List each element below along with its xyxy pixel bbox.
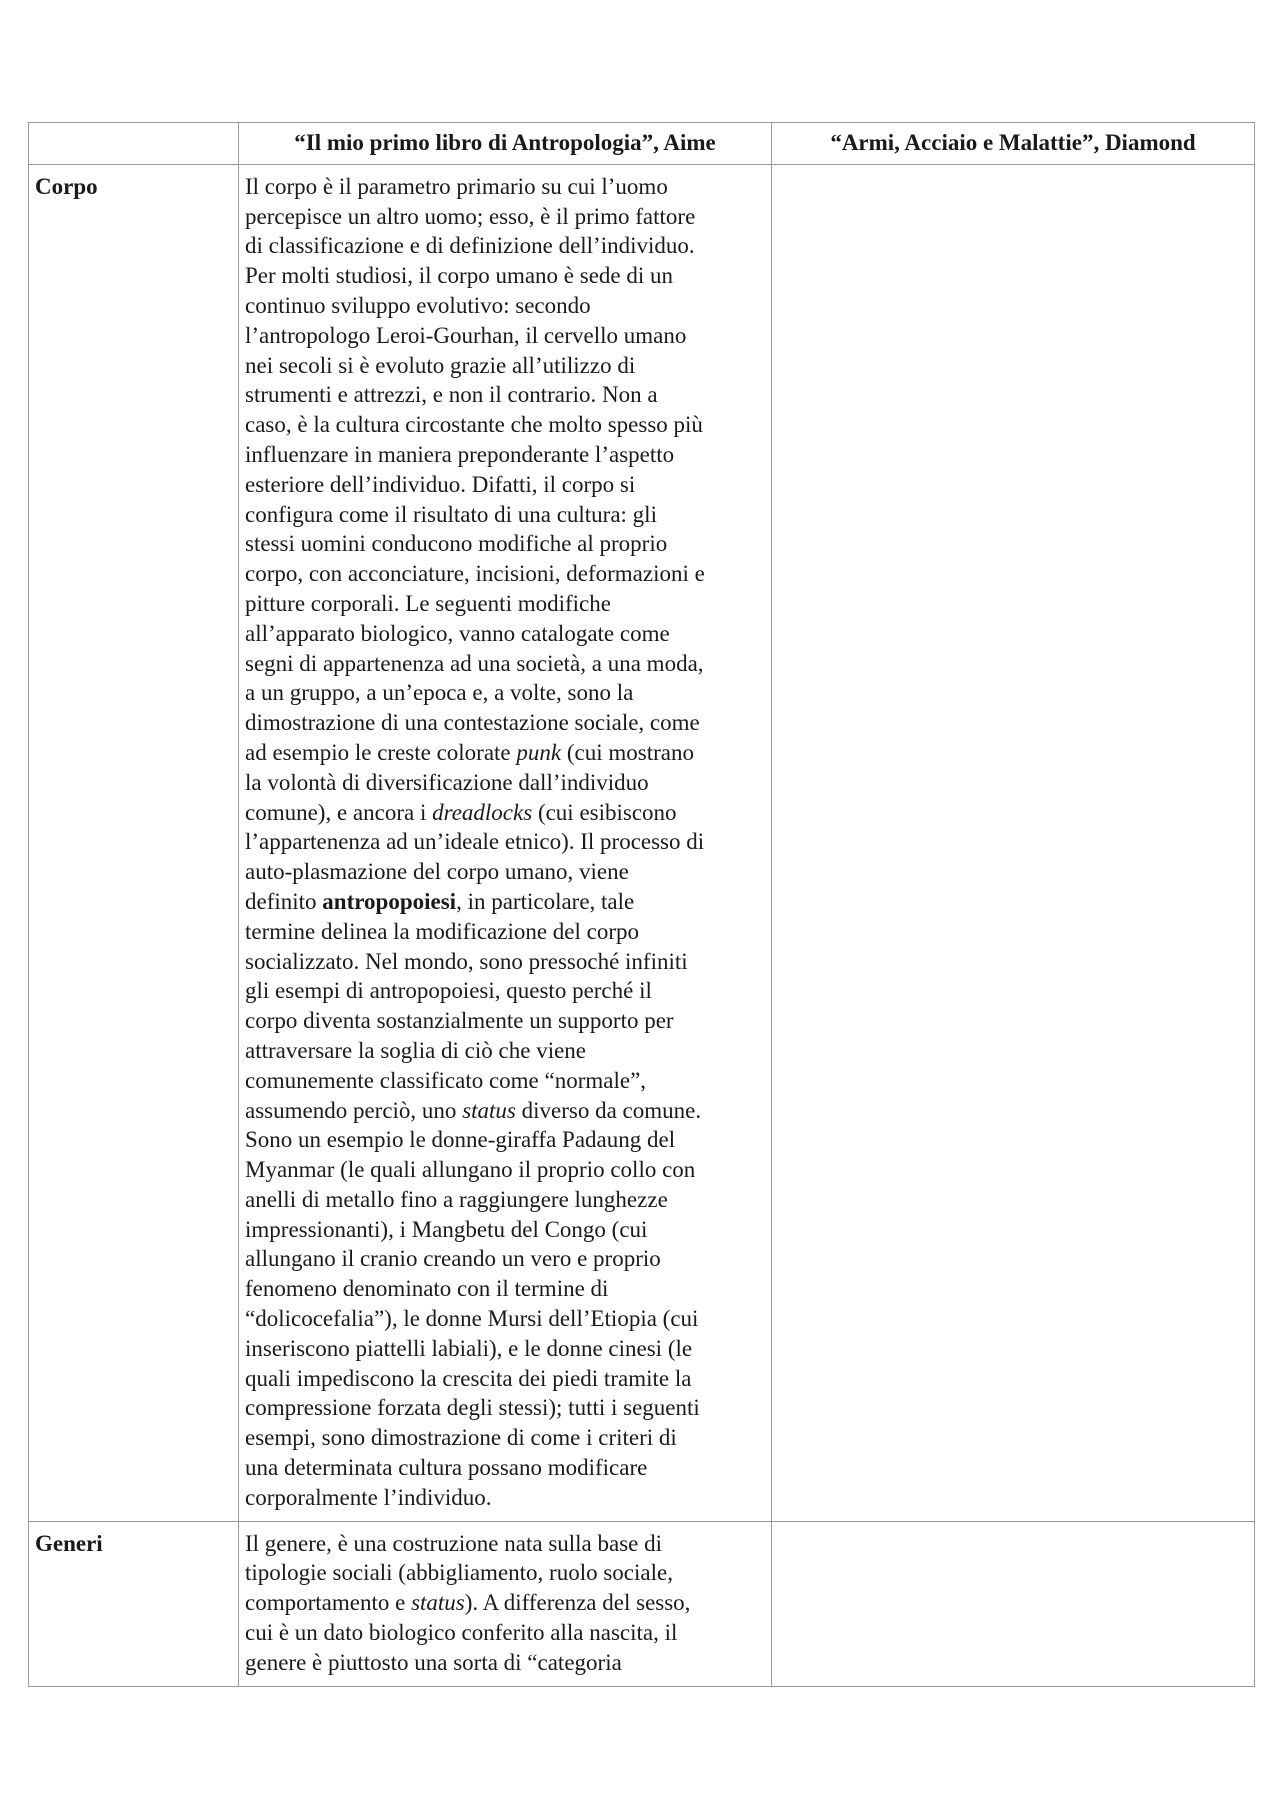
text-line: corpo diventa sostanzialmente un supporto per bbox=[245, 1008, 674, 1034]
text-line: “dolicocefalia”), le donne Mursi dell’Etiopia (cui bbox=[245, 1306, 699, 1332]
text-line: auto-plasmazione del corpo umano, viene bbox=[245, 859, 629, 885]
text-line: Per molti studiosi, il corpo umano è sede di un bbox=[245, 263, 674, 289]
text-line: dimostrazione di una contestazione sociale, come bbox=[245, 710, 700, 736]
text-line: percepisce un altro uomo; esso, è il primo fattore bbox=[245, 203, 696, 229]
aime-cell-corpo bbox=[239, 164, 772, 1521]
text-line: configura come il risultato di una cultura: gli bbox=[245, 501, 657, 527]
text-line: caso, è la cultura circostante che molto spesso più bbox=[245, 412, 703, 438]
table-row bbox=[29, 1521, 1255, 1686]
text-line: allungano il cranio creando un vero e proprio bbox=[245, 1246, 661, 1272]
text-line: l’appartenenza ad un’ideale etnico). Il processo di bbox=[245, 829, 705, 855]
text-line: comportamento e status). A differenza del sesso, bbox=[245, 1590, 691, 1616]
text-line: cui è un dato biologico conferito alla nascita, il bbox=[245, 1620, 678, 1646]
text-line: comunemente classificato come “normale”, bbox=[245, 1067, 647, 1093]
row-label-generi: Generi bbox=[29, 1521, 239, 1686]
diamond-cell-generi bbox=[772, 1521, 1255, 1686]
text-line: Myanmar (le quali allungano il proprio collo con bbox=[245, 1157, 696, 1183]
text-line: corporalmente l’individuo. bbox=[245, 1484, 492, 1510]
text-line: all’apparato biologico, vanno catalogate come bbox=[245, 620, 670, 646]
text-line: quali impediscono la crescita dei piedi tramite la bbox=[245, 1365, 692, 1391]
italic-term: punk bbox=[516, 739, 562, 765]
text-line: impressionanti), i Mangbetu del Congo (cui bbox=[245, 1216, 648, 1242]
text-line: Il genere, è una costruzione nata sulla base di bbox=[245, 1530, 663, 1556]
text-line: segni di appartenenza ad una società, a una moda, bbox=[245, 650, 704, 676]
text-line: esempi, sono dimostrazione di come i criteri di bbox=[245, 1425, 677, 1451]
text-line: stessi uomini conducono modifiche al proprio bbox=[245, 531, 668, 557]
text-line: fenomeno denominato con il termine di bbox=[245, 1276, 609, 1302]
table-row bbox=[29, 164, 1255, 1521]
text-line: esteriore dell’individuo. Difatti, il corpo si bbox=[245, 471, 636, 497]
text-line: la volontà di diversificazione dall’individuo bbox=[245, 769, 649, 795]
text-line: inseriscono piattelli labiali), e le donne cinesi (le bbox=[245, 1335, 693, 1361]
text-line: anelli di metallo fino a raggiungere lunghezze bbox=[245, 1186, 668, 1212]
italic-term: status bbox=[462, 1097, 516, 1123]
header-aime: “Il mio primo libro di Antropologia”, Aime bbox=[239, 123, 772, 165]
text-line: genere è piuttosto una sorta di “categoria bbox=[245, 1649, 622, 1675]
text-line: una determinata cultura possano modificare bbox=[245, 1455, 648, 1481]
text-line: assumendo perciò, uno status diverso da comune. bbox=[245, 1097, 702, 1123]
diamond-cell-corpo bbox=[772, 164, 1255, 1521]
text-line: definito antropopoiesi, in particolare, tale bbox=[245, 888, 635, 914]
text-line: attraversare la soglia di ciò che viene bbox=[245, 1037, 587, 1063]
header-row bbox=[29, 123, 1255, 165]
text-line: socializzato. Nel mondo, sono pressoché infiniti bbox=[245, 948, 688, 974]
aime-text-corpo bbox=[245, 172, 765, 1513]
text-line: nei secoli si è evoluto grazie all’utilizzo di bbox=[245, 352, 636, 378]
text-line: strumenti e attrezzi, e non il contrario. Non a bbox=[245, 382, 658, 408]
text-line: a un gruppo, a un’epoca e, a volte, sono la bbox=[245, 680, 634, 706]
aime-text-generi bbox=[245, 1529, 765, 1678]
italic-term: status bbox=[411, 1590, 465, 1616]
comparison-table bbox=[28, 122, 1255, 1687]
row-label-corpo: Corpo bbox=[29, 164, 239, 1521]
text-line: Sono un esempio le donne-giraffa Padaung del bbox=[245, 1127, 676, 1153]
bold-term: antropopoiesi bbox=[322, 888, 457, 914]
header-diamond: “Armi, Acciaio e Malattie”, Diamond bbox=[772, 123, 1255, 165]
aime-cell-generi bbox=[239, 1521, 772, 1686]
header-topic bbox=[29, 123, 239, 165]
text-line: l’antropologo Leroi-Gourhan, il cervello umano bbox=[245, 322, 687, 348]
text-line: continuo sviluppo evolutivo: secondo bbox=[245, 292, 591, 318]
text-line: tipologie sociali (abbigliamento, ruolo sociale, bbox=[245, 1560, 673, 1586]
text-line: termine delinea la modificazione del corpo bbox=[245, 918, 640, 944]
text-line: compressione forzata degli stessi); tutti i seguenti bbox=[245, 1395, 700, 1421]
text-line: corpo, con acconciature, incisioni, deformazioni e bbox=[245, 561, 705, 587]
text-line: ad esempio le creste colorate punk (cui mostrano bbox=[245, 739, 694, 765]
italic-term: dreadlocks bbox=[432, 799, 533, 825]
text-line: pitture corporali. Le seguenti modifiche bbox=[245, 590, 611, 616]
text-line: di classificazione e di definizione dell’individuo. bbox=[245, 233, 695, 259]
text-line: comune), e ancora i dreadlocks (cui esibiscono bbox=[245, 799, 677, 825]
text-line: gli esempi di antropopoiesi, questo perché il bbox=[245, 978, 652, 1004]
text-line: Il corpo è il parametro primario su cui l’uomo bbox=[245, 173, 668, 199]
text-line: influenzare in maniera preponderante l’aspetto bbox=[245, 441, 675, 467]
